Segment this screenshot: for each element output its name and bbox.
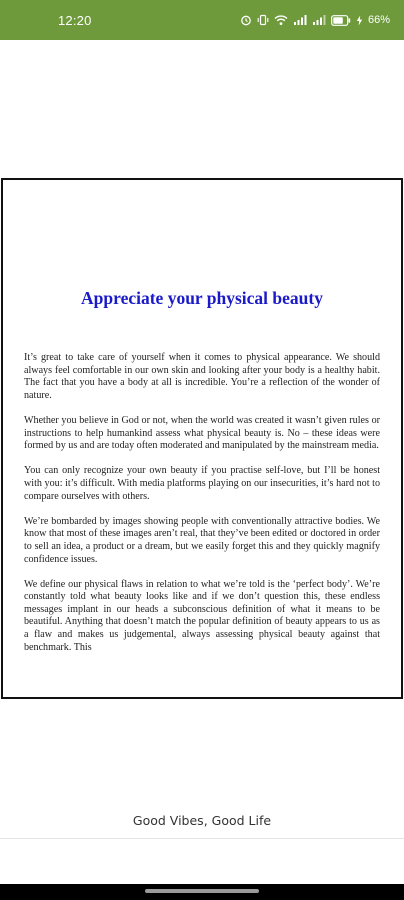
footer-divider [0,838,404,839]
status-bar [0,0,404,40]
paragraph: You can only recognize your own beauty if you practise self-love, but I’ll be honest with you: it’s difficult. With media platforms playing on our insecurities, it’s hard not to compare ourselves with others. [24,465,380,502]
battery-percentage: 66% [367,14,390,26]
paragraph: It’s great to take care of yourself when it comes to physical appearance. We should always feel comfortable in our own skin and looking after your body is a healthy habit. The fact that you have a body at all is incredible. You’re a reflection of the wonder of nature. [24,352,380,401]
page-body [24,352,380,667]
home-gesture-handle[interactable] [145,889,259,893]
signal-icon [312,14,326,26]
page-title: Appreciate your physical beauty [81,288,323,308]
paragraph: We’re bombarded by images showing people with conventionally attractive bodies. We know that most of these images aren’t real, that they’ve been edited or doctored in order to sell an idea, a product or a dream, but we easily forget this and they quickly magnify confidence issues. [24,515,380,565]
vibrate-icon [257,14,269,26]
paragraph: Whether you believe in God or not, when the world was created it wasn’t given rules or instructions to help humankind assess what physical beauty is. No – these ideas were formed by us and are today often moderated and manipulated by the mainstream media. [24,414,380,452]
navigation-bar [0,884,404,900]
status-time: 12:20 [58,12,92,28]
status-icons [240,14,390,26]
footer-slogan: Good Vibes, Good Life [132,813,272,828]
charging-icon [356,15,363,26]
alarm-icon [240,14,252,26]
signal-icon [293,14,307,26]
paragraph: We define our physical flaws in relation to what we’re told is the ‘perfect body’. We’re constantly told what beauty looks like and if we don’t question this, these endless messages implant in our heads a subconscious definition of what it means to be beautiful. Anything that doesn’t match the popular definition of beauty appears to us as a flaw and makes us judgemental, always assessing physical beauty against that benchmark. This [24,578,380,653]
battery-icon [331,15,351,26]
wifi-icon [274,14,288,26]
book-page[interactable] [1,178,403,699]
